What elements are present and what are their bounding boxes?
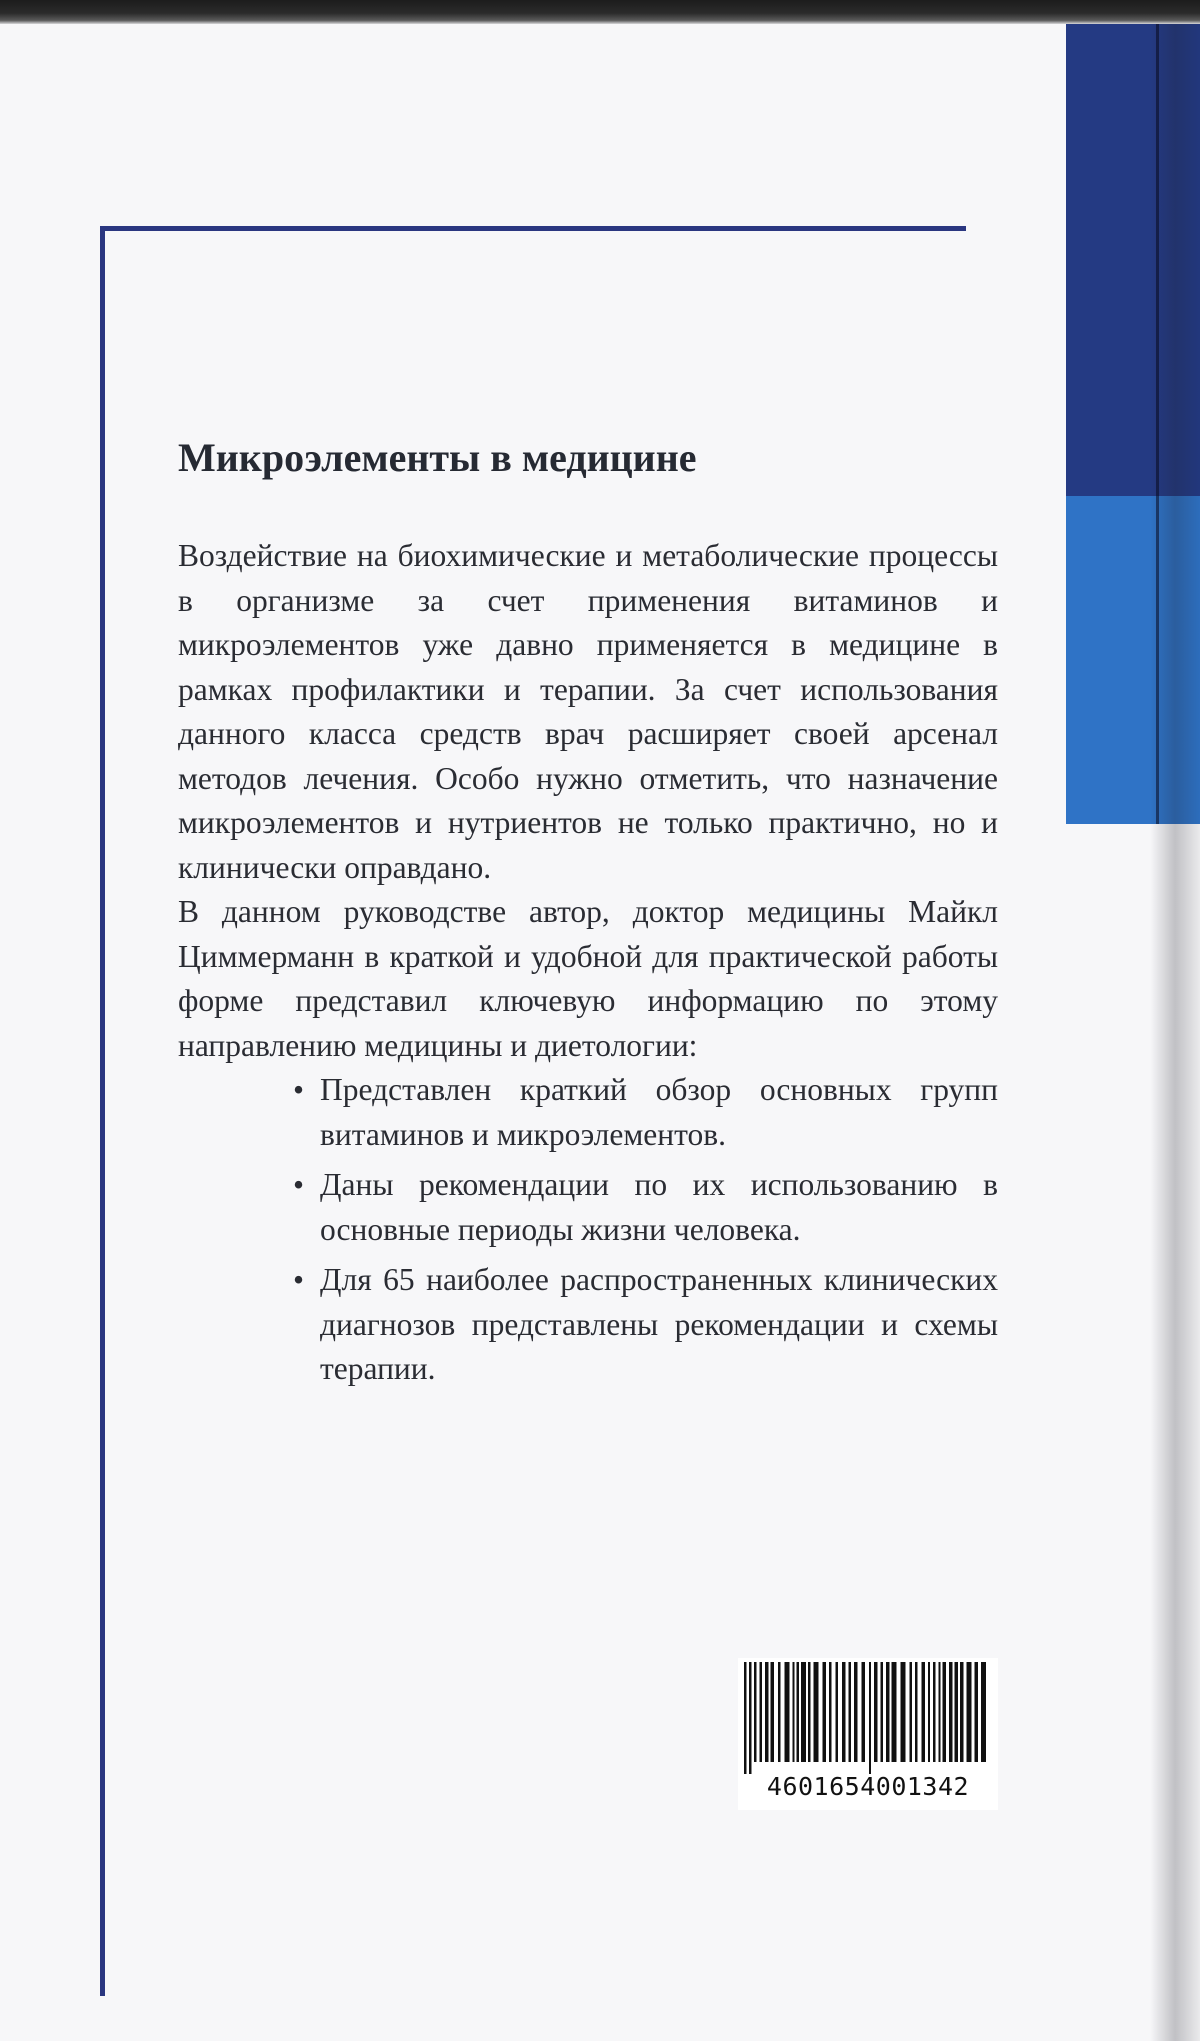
feature-list [178,1068,998,1392]
feature-text: Представлен краткий обзор основных групп витаминов и микроэлементов. [320,1072,998,1152]
barcode [738,1658,998,1810]
frame-left-line [100,226,105,1996]
book-title: Микроэлементы в медицине [178,435,697,480]
bullet-icon: • [293,1167,305,1202]
feature-list-item [293,1163,998,1252]
feature-text: Для 65 наиболее распространенных клинических диагнозов представлены рекомендации и схемы терапии. [320,1262,998,1386]
bullet-icon: • [293,1262,305,1297]
barcode-number: 4601654001342 [766,1772,970,1801]
description-paragraph-2: В данном руководстве автор, доктор медицины Майкл Циммерманн в краткой и удобной для практической работы форме представил ключевую информацию по этому направлению медицины и диетологии: [178,894,998,1063]
spine-crease [1156,24,1159,824]
bullet-icon: • [293,1072,305,1107]
description-paragraph-1: Воздействие на биохимические и метаболические процессы в организме за счет применения витаминов и микроэлементов уже давно применяется в медицине в рамках профилактики и терапии. За счет использования данного класса средств врач расширяет своей арсенал методов лечения. Особо нужно отметить, что назначение микроэлементов и нутриентов не только практично, но и клинически оправдано. [178,538,998,885]
barcode-bars-icon [738,1662,998,1774]
feature-list-item [293,1258,998,1392]
book-description [178,534,998,1398]
frame-top-line [100,226,966,231]
feature-list-item [293,1068,998,1157]
scan-top-edge [0,0,1200,24]
feature-text: Даны рекомендации по их использованию в основные периоды жизни человека. [320,1167,998,1247]
